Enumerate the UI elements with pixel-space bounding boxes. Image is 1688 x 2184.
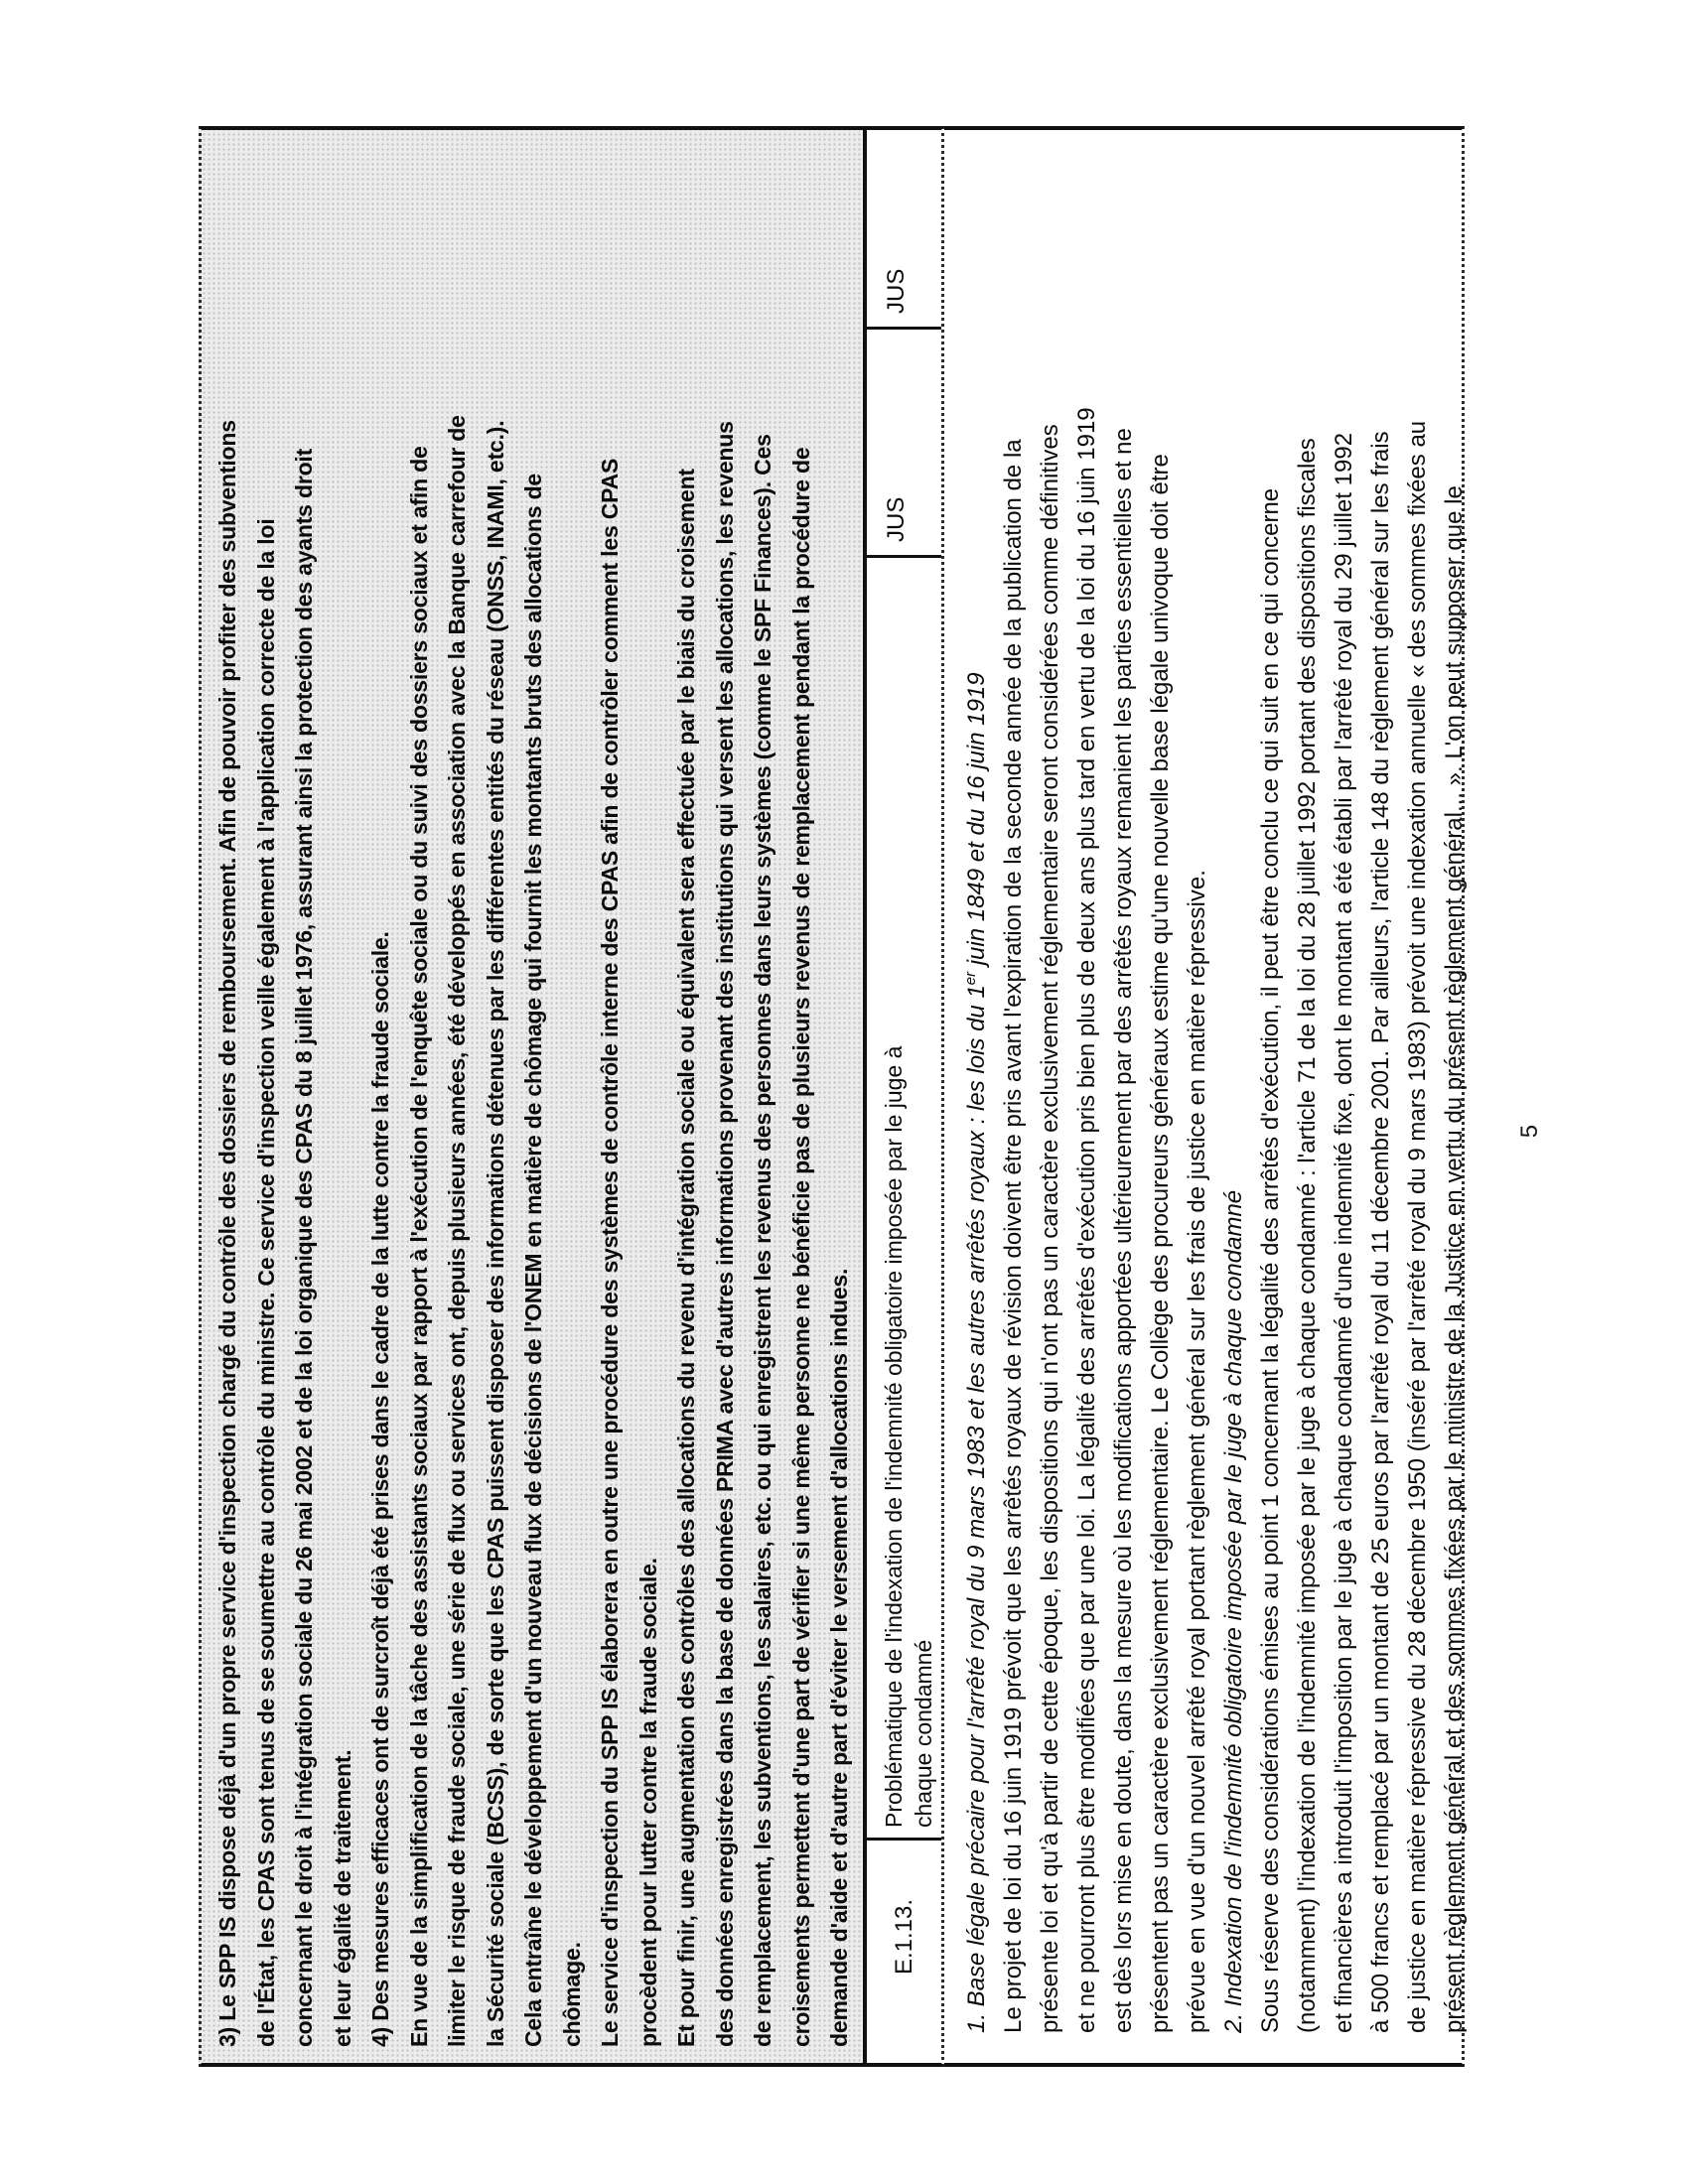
body-text-line: présente loi et qu'à partir de cette époque, les dispositions qui n'ont pas un caractère exclusivement réglementaire seront considérées comme définitives bbox=[1037, 424, 1063, 2033]
bold-text-line: 3) Le SPP IS dispose déjà d'un propre service d'inspection chargé du contrôle des dossiers de remboursement. Afin de pouvoir profiter des subventions bbox=[214, 420, 240, 2047]
body-text-line: Le projet de loi du 16 juin 1919 prévoit que les arrêtés royaux de révision doivent être pris avant l'expiration de la seconde année de la publication de la bbox=[1000, 439, 1027, 2033]
bold-text-line: procèdent pour lutter contre la fraude sociale. bbox=[634, 1558, 661, 2047]
table-header-row bbox=[867, 126, 944, 2067]
bold-text-line: la Sécurité sociale (BCSS), de sorte que les CPAS puissent disposer des informations détenues par les différentes entités du réseau (ONSS, INAMI, etc.). bbox=[482, 420, 508, 2047]
body-text-line: Sous réserve des considérations émises au point 1 concernant la légalité des arrêtés d'exécution, il peut être conclu ce qui suit en ce qui concerne bbox=[1257, 487, 1284, 2033]
row-title-line: Problématique de l'indexation de l'indemnité obligatoire imposée par le juge à bbox=[881, 1045, 907, 1828]
superscript-ordinal: er bbox=[963, 971, 979, 986]
row-id-cell: E.1.13. bbox=[867, 1838, 941, 2063]
page-number: 5 bbox=[1516, 1124, 1543, 1139]
bold-text-line: de l'État, les CPAS sont tenus de se soumettre au contrôle du ministre. Ce service d'inspection veille également à l'application correcte de la loi bbox=[252, 518, 279, 2047]
bold-text-line: 4) Des mesures efficaces ont de surcroît déjà été prises dans le cadre de la lutte contre la fraude sociale. bbox=[367, 931, 393, 2047]
bold-text-line: En vue de la simplification de la tâche des assistants sociaux par rapport à l'exécution de l'enquête sociale ou du suivi des dossiers sociaux et afin de bbox=[405, 446, 432, 2047]
body-text-line: de justice en matière répressive du 28 décembre 1950 (inséré par l'arrêté royal du 9 mars 1983) prévoit une indexation annuelle « des sommes fixées au bbox=[1404, 420, 1431, 2033]
body-text-line: 2. Indexation de l'indemnité obligatoire imposée par le juge à chaque condamné bbox=[1220, 1189, 1247, 2033]
body-text-line: présentent pas un caractère exclusivement réglementaire. Le Collège des procureurs généraux estime qu'une nouvelle base légale univoque doit être bbox=[1147, 454, 1174, 2033]
description-block bbox=[944, 126, 1468, 2067]
bold-text-line: Cela entraîne le développement d'un nouveau flux de décisions de l'ONEM en matière de chômage qui fournit les montants bruts des allocations de bbox=[520, 473, 546, 2047]
bold-text-line: concernant le droit à l'intégration sociale du 26 mai 2002 et de la loi organique des CPAS du 8 juillet 1976, assurant ainsi la protection des ayants droit bbox=[291, 448, 317, 2047]
bold-text-line: de remplacement, les subventions, les salaires, etc. ou qui enregistrent les revenus des personnes dans leurs systèmes (comme le SPF Finances). Ces bbox=[750, 434, 775, 2047]
bold-text-line: Et pour finir, une augmentation des contrôles des allocations du revenu d'intégration sociale ou équivalent sera effectuée par le biais du croisement bbox=[673, 469, 699, 2047]
body-text-line: 1. Base légale précaire pour l'arrêté royal du 9 mars 1983 et les autres arrêtés royaux : les lois du 1er juin 1849 et du 16 juin 1919 bbox=[963, 672, 990, 2033]
bold-text-line: Le service d'inspection du SPP IS élaborera en outre une procédure des systèmes de contrôle interne des CPAS afin de contrôler comment les CPAS bbox=[597, 458, 623, 2047]
body-text-line: (notamment) l'indexation de l'indemnité imposée par le juge à chaque condamné : l'article 71 de la loi du 28 juillet 1992 portant des dispositions fiscales bbox=[1294, 438, 1321, 2033]
bold-text-line: chômage. bbox=[558, 1942, 585, 2047]
row-title-line: chaque condamné bbox=[911, 1639, 936, 1828]
body-text-line: et financières a introduit l'imposition par le juge à chaque condamné d'une indemnité fixe, dont le montant a été établi par l'arrêté royal du 29 juillet 1992 bbox=[1331, 432, 1357, 2033]
bold-text-line: des données enregistrées dans la base de données PRIMA avec d'autres informations provenant des institutions qui versent les allocations, les revenus bbox=[711, 421, 738, 2047]
rotated-sheet bbox=[199, 126, 1589, 2067]
bold-notes-box bbox=[199, 126, 867, 2067]
body-text-line: et ne pourront plus être modifiées que par une loi. La légalité des arrêtés d'exécution pris bien plus de deux ans plus tard en vertu de la loi du 16 juin 1919 bbox=[1073, 407, 1100, 2033]
body-text-line: présent règlement général et des sommes fixées par le ministre de la Justice en vertu du présent règlement général... ». L'on peut supposer que le bbox=[1441, 485, 1468, 2033]
bold-text-line: et leur égalité de traitement. bbox=[329, 1749, 355, 2047]
body-text-line: est dès lors mise en doute, dans la mesure où les modifications apportées ultérieurement par des arrêtés royaux remanient les parties essentielles et ne bbox=[1110, 428, 1137, 2033]
body-text-line: à 500 francs et remplacé par un montant de 25 euros par l'arrêté royal du 11 décembre 2001. Par ailleurs, l'article 148 du règlement général sur les frais bbox=[1367, 431, 1394, 2033]
body-text-line: prévue en vue d'un nouvel arrêté royal portant règlement général sur les frais de justice en matière répressive. bbox=[1184, 870, 1210, 2033]
department-cell-2: JUS bbox=[883, 268, 910, 314]
bold-text-line: croisements permettent d'une part de vérifier si une même personne ne bénéficie pas de plusieurs revenus de remplacement pendant la procédure de bbox=[787, 447, 814, 2047]
row-title-cell bbox=[867, 555, 941, 1838]
bold-text-line: demande d'aide et d'autre part d'éviter le versement d'allocations indues. bbox=[826, 1268, 852, 2047]
department-cell-1: JUS bbox=[867, 327, 941, 555]
bold-text-line: limiter le risque de fraude sociale, une série de flux ou services ont, depuis plusieurs années, été développés en association avec la Banque carrefour de bbox=[444, 415, 470, 2047]
